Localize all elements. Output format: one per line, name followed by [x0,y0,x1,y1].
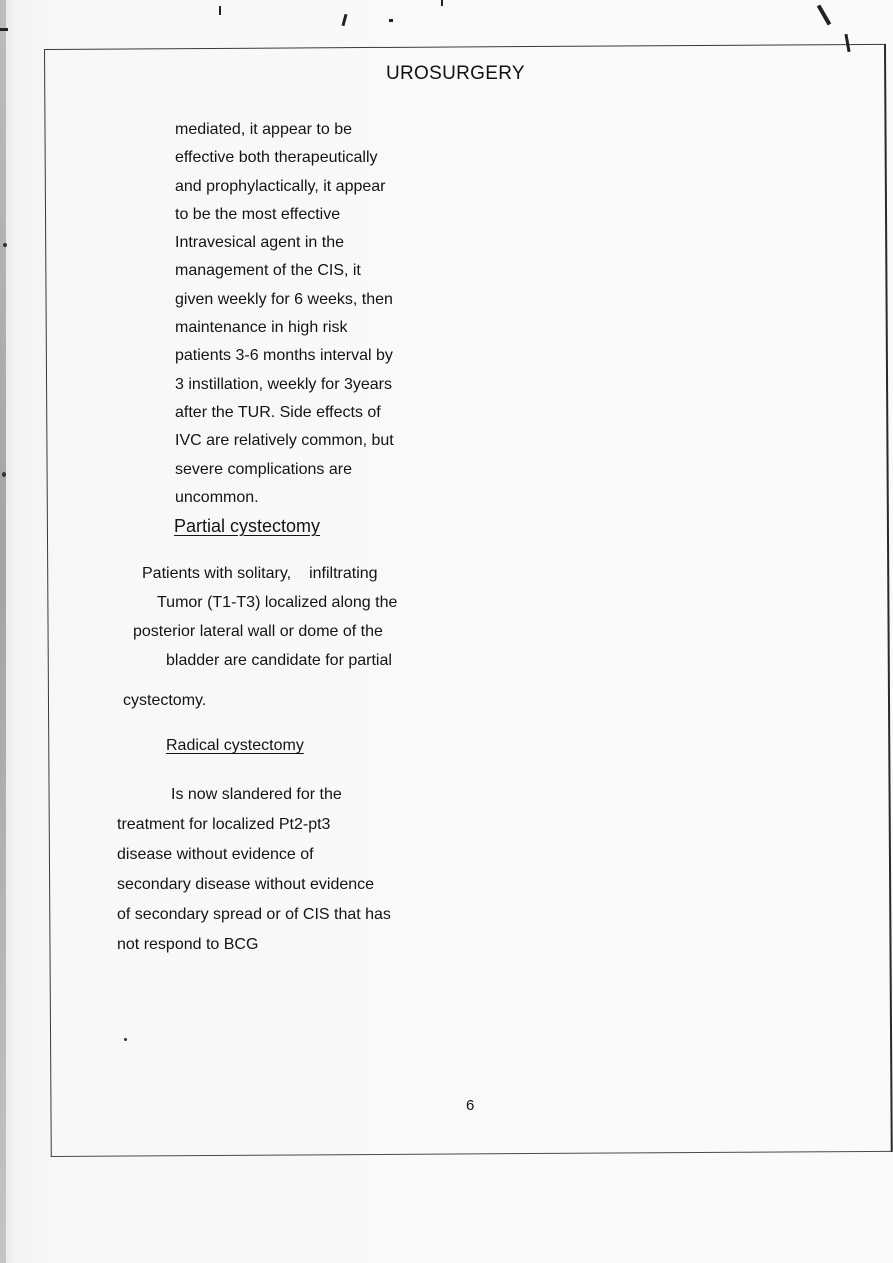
paragraph-line: secondary disease without evidence [117,876,375,893]
intravesical-paragraph [175,116,394,512]
paragraph-line: given weekly for 6 weeks, then [175,290,393,308]
paragraph-line: severe complications are [175,460,352,478]
paragraph-line: Is now slandered for the [171,786,342,803]
paragraph-line-part: Patients with solitary, [142,565,292,582]
paragraph-line [142,560,378,588]
paragraph-line: Intravesical agent in the [175,234,344,252]
paragraph-line: maintenance in high risk [175,319,348,337]
paragraph-line: effective both therapeutically [175,149,378,167]
paragraph-line: uncommon. [175,488,259,506]
scan-mark [389,19,393,22]
partial-cystectomy-heading: Partial cystectomy [174,516,321,536]
paragraph-line: 3 instillation, weekly for 3years [175,375,392,393]
scan-speck [2,472,6,477]
paragraph-line: and prophylactically, it appear [175,177,386,195]
paragraph-line: management of the CIS, it [175,262,361,280]
scan-left-edge-shadow [0,0,6,1263]
running-header: UROSURGERY [386,63,525,84]
paragraph-line-part: infiltrating [309,565,378,582]
paragraph-line: of secondary spread or of CIS that has [117,906,391,923]
paragraph-line: posterior lateral wall or dome of the [133,623,383,640]
paragraph-line: not respond to BCG [117,936,259,953]
radical-cystectomy-paragraph [117,780,391,960]
radical-cystectomy-heading: Radical cystectomy [166,737,304,754]
paragraph-line: bladder are candidate for partial [166,652,392,669]
scan-mark [0,28,8,31]
page-number: 6 [466,1097,475,1114]
paragraph-line: to be the most effective [175,205,341,223]
paragraph-line: mediated, it appear to be [175,121,353,138]
paragraph-line: cystectomy. [123,692,207,709]
scan-mark [441,0,443,6]
scan-speck [124,1038,127,1041]
paragraph-line: Tumor (T1-T3) localized along the [157,594,398,611]
paragraph-line: IVC are relatively common, but [175,432,394,450]
paragraph-line: treatment for localized Pt2-pt3 [117,816,331,833]
scan-mark [219,6,221,15]
scan-speck [3,243,7,247]
paragraph-line: patients 3-6 months interval by [175,347,393,365]
paragraph-line: after the TUR. Side effects of [175,403,381,421]
paragraph-line: disease without evidence of [117,846,314,863]
